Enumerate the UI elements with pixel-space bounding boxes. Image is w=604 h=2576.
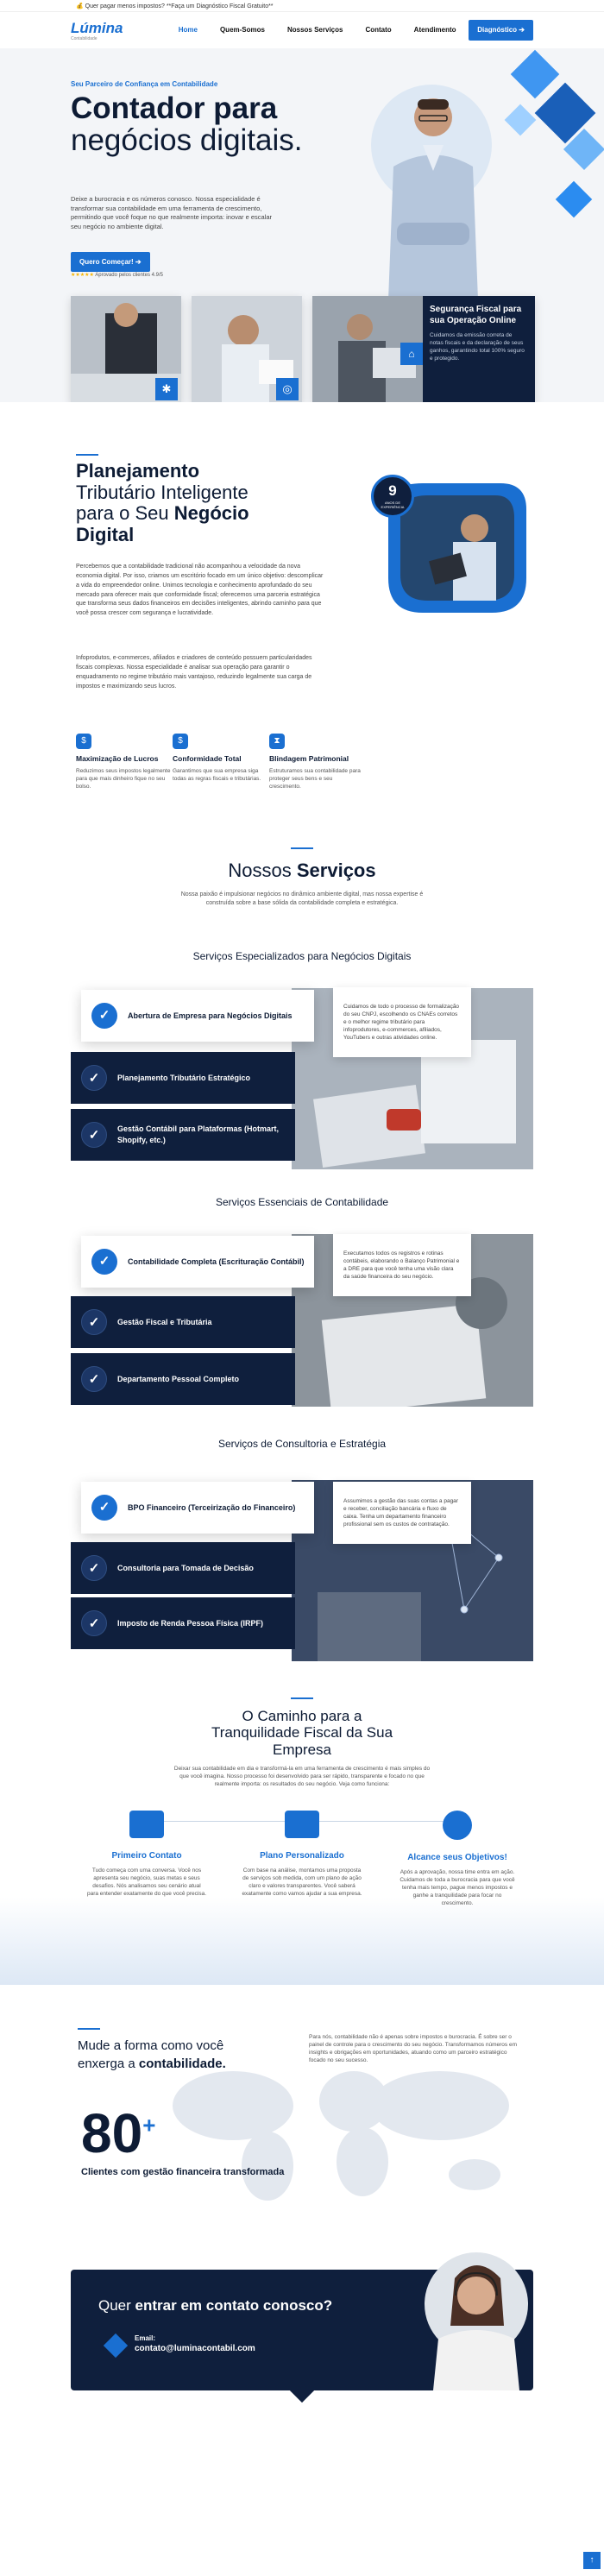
check-icon: ✓ — [91, 1495, 117, 1521]
experience-badge — [371, 475, 414, 518]
service-item[interactable] — [81, 1482, 314, 1534]
planning-section — [0, 449, 604, 811]
security-card-body — [430, 305, 526, 362]
contact-section — [71, 2270, 533, 2390]
services-desc: Assumimos a gestão das suas contas a pagar e receber, conciliação bancária e fluxo de caixa. Tenha um departamento financeiro profissional sem os custos de contratação. — [333, 1482, 471, 1544]
contact-pointer — [290, 2378, 314, 2403]
step-title: Plano Personalizado — [260, 1851, 344, 1861]
step-title: Alcance seus Objetivos! — [407, 1853, 507, 1862]
settings-icon: ✱ — [155, 378, 178, 400]
services-header — [0, 841, 604, 908]
path-section — [0, 1691, 604, 1985]
section-tick — [291, 847, 313, 849]
email-label: Email: — [135, 2334, 156, 2342]
stats-title-1: Mude a forma como você — [78, 2038, 224, 2053]
check-icon: ✓ — [81, 1065, 107, 1091]
planning-title-4: Digital — [76, 523, 135, 545]
service-item[interactable] — [81, 990, 314, 1042]
section-tick — [291, 1697, 313, 1699]
services-intro: Nossa paixão é impulsionar negócios no dinâmico ambiente digital, mas nossa expertise é construída sobre a base sólida da contabilidade completa e estratégica. — [180, 891, 424, 907]
hero-cta-label: Quero Começar! — [79, 258, 134, 266]
feature-title: Conformidade Total — [173, 754, 242, 763]
stats-title — [78, 2037, 285, 2073]
step-text: Após a aprovação, nossa time entra em ação. Cuidamos de toda a burocracia para que você tenha mais tempo, pague menos impostos e ganhe a tranquilidade para focar no crescimento. — [400, 1869, 515, 1907]
image-card — [71, 296, 181, 402]
nav-quem-somos[interactable]: Quem-Somos — [219, 26, 265, 35]
stats-plus: + — [142, 2112, 156, 2138]
diagnostico-label: Diagnóstico — [477, 26, 518, 35]
stats-number: 80 — [81, 2102, 143, 2164]
nav-atendimento[interactable]: Atendimento — [413, 26, 456, 35]
arrow-right-icon: ➔ — [519, 26, 525, 35]
service-label: Departamento Pessoal Completo — [117, 1374, 240, 1383]
stats-title-bold: contabilidade. — [138, 2056, 226, 2071]
step-text: Com base na análise, montamos uma proposta de serviços sob medida, com um plano de ação claro e valores transparentes. Você saberá exatamente como vamos ajudar a sua empresa. — [242, 1867, 362, 1898]
service-label: Abertura de Empresa para Negócios Digitais — [128, 1011, 293, 1020]
contact-title-bold: entrar em contato conosco? — [135, 2297, 333, 2314]
contact-title-1: Quer — [98, 2297, 131, 2314]
section-tick — [78, 2028, 100, 2030]
stats-section — [0, 2019, 604, 2218]
presentation-icon — [285, 1811, 319, 1838]
step-text: Tudo começa com uma conversa. Você nos apresenta seu negócio, suas metas e seus desafios. Nós analisamos seu cenário atual para entender exatamente do que você precisa. — [86, 1867, 207, 1898]
check-icon: ✓ — [81, 1610, 107, 1636]
services-group — [71, 1480, 533, 1661]
feature-title: Blindagem Patrimonial — [269, 754, 349, 763]
path-step — [397, 1811, 518, 1907]
planning-title-1: Planejamento — [76, 460, 200, 482]
path-step — [86, 1811, 207, 1898]
bank-icon: ⌂ — [400, 343, 423, 365]
services-group — [71, 1234, 533, 1407]
dollar-shield-icon: $ — [173, 734, 188, 749]
service-item[interactable] — [71, 1597, 295, 1649]
email-icon — [104, 2334, 128, 2358]
email-value[interactable]: contato@luminacontabil.com — [135, 2344, 255, 2354]
path-title: O Caminho para a Tranquilidade Fiscal da Sua Empresa — [211, 1707, 393, 1758]
hourglass-icon: ⧗ — [269, 734, 285, 749]
service-label: Gestão Fiscal e Tributária — [117, 1317, 212, 1326]
service-label: Contabilidade Completa (Escrituração Contábil) — [128, 1257, 305, 1266]
check-icon: ✓ — [91, 1003, 117, 1029]
path-step — [242, 1811, 362, 1898]
planning-title-bold: Negócio — [173, 502, 249, 525]
top-announcement-bar[interactable]: 💰 Quer pagar menos impostos? **Faça um Diagnóstico Fiscal Gratuito** — [0, 0, 604, 12]
path-header — [0, 1691, 604, 1789]
planning-p1: Percebemos que a contabilidade tradicional não acompanhou a velocidade da nova economia digital. Por isso, criamos um escritório focado em um único objetivo: descomplicar a vida do empreendedor online. Unimos tecnologia e conhecimento aprofundado do seu mercado para oferecer mais que conformidade fiscal; oferecemos uma parceria estratégica que transforma seus dados financeiros em decisões inteligentes, abrindo caminho para que você possa crescer com segurança e lucratividade. — [76, 564, 324, 617]
handshake-icon — [129, 1811, 164, 1838]
service-label: Consultoria para Tomada de Decisão — [117, 1563, 254, 1572]
stats-label: Clientes com gestão financeira transformada — [81, 2167, 285, 2177]
security-card-text: Cuidamos da emissão correta de notas fiscais e da declaração de seus ganhos, garantindo total 100% seguro e protegido. — [430, 332, 525, 362]
services-desc: Executamos todos os registros e rotinas contábeis, elaborando o Balanço Patrimonial e a DRE para que você tenha uma visão clara da saúde financeira do seu negócio. — [333, 1234, 471, 1296]
section-tick — [76, 454, 98, 456]
check-icon: ✓ — [81, 1122, 107, 1148]
coins-icon: $ — [76, 734, 91, 749]
services-desc: Cuidamos de todo o processo de formalização do seu CNPJ, escolhendo os CNAEs corretos e o melhor regime tributário para infoprodutores, e-commerces, afiliados, YouTubers e outras atividades online. — [333, 987, 471, 1057]
services-title — [0, 858, 604, 885]
step-title: Primeiro Contato — [111, 1851, 182, 1861]
nav-servicos[interactable]: Nossos Serviços — [286, 26, 343, 35]
service-item[interactable] — [71, 1542, 295, 1594]
planning-p2: Infoprodutos, e-commerces, afiliados e criadores de conteúdo possuem particularidades fiscais complexas. Nossa especialidade é analisar sua operação para garantir o enquadramento no regime tributário mais vantajoso, reduzindo legalmente sua carga de impostos e maximizando seus lucros. — [76, 655, 312, 690]
service-item[interactable] — [81, 1236, 314, 1288]
hero-rating — [71, 272, 163, 279]
feature-item — [269, 734, 364, 790]
feature-text: Reduzimos seus impostos legalmente para que mais dinheiro fique no seu bolso. — [76, 767, 171, 790]
feature-text: Garantimos que sua empresa siga todas as regras fiscais e tributárias. — [173, 767, 261, 782]
star-rating-icon: ★★★★★ — [71, 273, 94, 278]
contact-title — [98, 2296, 332, 2316]
service-label: Gestão Contábil para Plataformas (Hotmart, Shopify, etc.) — [117, 1124, 280, 1144]
main-menu — [166, 25, 469, 35]
service-label: Planejamento Tributário Estratégico — [117, 1073, 251, 1082]
contact-email-block[interactable] — [135, 2334, 255, 2355]
feature-item — [76, 734, 171, 790]
stats-text: Para nós, contabilidade não é apenas sobre impostos e burocracia. É sobre ser o painel de controle para o crescimento do seu negócio. Transformamos números em insights e obrigações em oportunidades, atuando como um parceiro estratégico focado no seu sucesso. — [309, 2034, 517, 2064]
nav-home[interactable]: Home — [178, 26, 198, 35]
back-to-top-button[interactable] — [583, 2552, 601, 2569]
diagnostico-button[interactable] — [469, 20, 533, 40]
service-label: BPO Financeiro (Terceirização do Financeiro) — [128, 1502, 296, 1512]
decor-cube — [511, 50, 560, 99]
hero-cta-button[interactable] — [71, 252, 150, 272]
check-icon: ✓ — [81, 1555, 107, 1581]
planning-title — [76, 461, 335, 546]
security-card-title: Segurança Fiscal para sua Operação Online — [430, 305, 522, 325]
service-item[interactable] — [71, 1296, 295, 1348]
security-card — [312, 296, 535, 402]
decor-cube — [556, 181, 592, 217]
services-title-1: Nossos — [228, 859, 292, 881]
decor-cube — [505, 104, 537, 136]
service-item[interactable] — [71, 1052, 295, 1104]
image-card — [192, 296, 302, 402]
hero-title — [71, 93, 355, 157]
path-intro: Deixar sua contabilidade em dia e transformá-la em uma ferramenta de crescimento é mais simples do que você imagina. Nosso processo foi desenvolvido para ser rápido, transparente e focado no que realmente importa: os resultados do seu negócio. Veja como funciona: — [173, 1766, 431, 1788]
arrow-up-icon: ↑ — [589, 2555, 595, 2565]
logo-subtext: Contabilidade — [71, 35, 98, 41]
check-icon: ✓ — [81, 1366, 107, 1392]
services-group-heading: Serviços Especializados para Negócios Digitais — [192, 950, 412, 962]
target-icon — [443, 1811, 472, 1840]
check-icon: ✓ — [81, 1309, 107, 1335]
hero-title-bold: Contador para — [71, 91, 278, 125]
hero-rating-text: Aprovado pelos clientes 4.9/5 — [95, 273, 163, 278]
service-label: Imposto de Renda Pessoa Física (IRPF) — [117, 1618, 264, 1628]
planning-title-3: para o Seu — [76, 502, 169, 525]
hero-person-image — [362, 85, 500, 300]
nav-contato[interactable]: Contato — [365, 26, 392, 35]
services-group-heading: Serviços Essenciais de Contabilidade — [215, 1196, 389, 1208]
feature-text: Estruturamos sua contabilidade para proteger seus bens e seu crescimento. — [269, 767, 361, 790]
target-icon: ◎ — [276, 378, 299, 400]
badge-text: ANOS DE EXPERIÊNCIA — [381, 500, 405, 509]
services-title-bold: Serviços — [296, 859, 376, 881]
feature-title: Maximização de Lucros — [76, 754, 159, 763]
badge-number: 9 — [388, 482, 397, 499]
check-icon: ✓ — [91, 1249, 117, 1275]
stats-number-wrap — [81, 2102, 156, 2164]
logo[interactable] — [71, 18, 157, 42]
stats-title-2: enxerga a — [78, 2056, 135, 2071]
services-group — [71, 988, 533, 1169]
hero-kicker: Seu Parceiro de Confiança em Contabilidade — [71, 80, 218, 88]
logo-text: Lúmina — [71, 20, 123, 37]
navbar — [0, 12, 604, 48]
arrow-right-icon: ➔ — [135, 258, 142, 266]
planning-title-2: Tributário Inteligente — [76, 481, 249, 503]
service-item[interactable] — [71, 1109, 295, 1161]
hero-section — [0, 48, 604, 402]
hero-title-rest: negócios digitais. — [71, 123, 303, 157]
support-agent-image — [407, 2244, 537, 2390]
hero-text: Deixe a burocracia e os números conosco. Nossa especialidade é transformar sua contabilidade em uma ferramenta de crescimento, permitindo que você foque no que realmente importa: inovar e escalar seu negócio no ambiente digital. — [71, 195, 273, 230]
services-group-heading: Serviços de Consultoria e Estratégia — [217, 1438, 387, 1450]
feature-item — [173, 734, 267, 783]
service-item[interactable] — [71, 1353, 295, 1405]
